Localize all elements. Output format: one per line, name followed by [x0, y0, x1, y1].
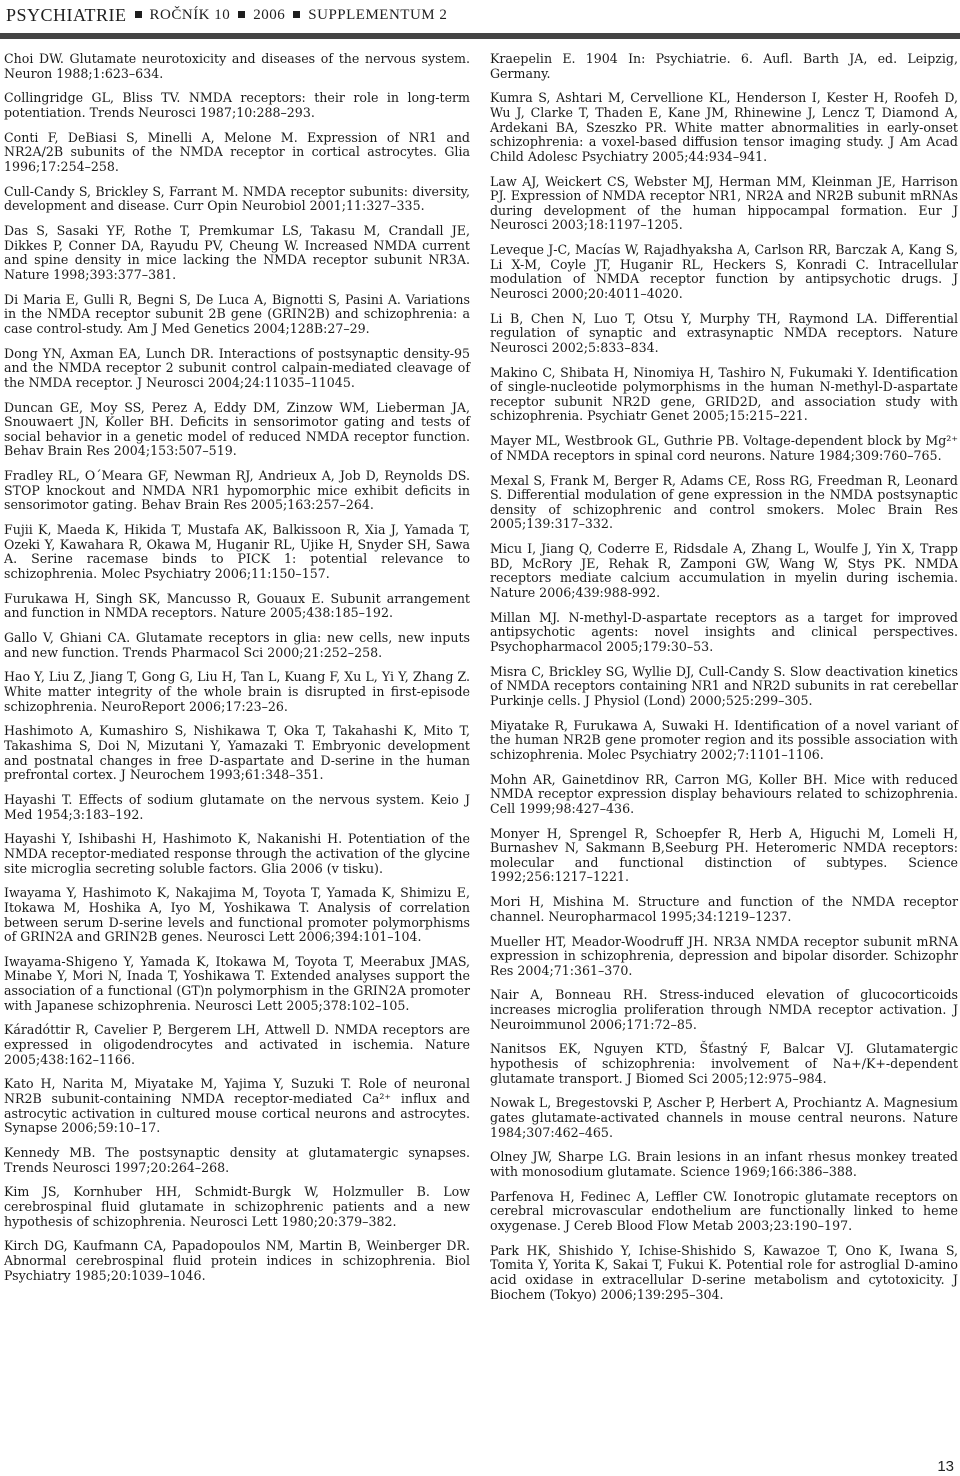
reference-entry: Kirch DG, Kaufmann CA, Papadopoulos NM, Martin B, Weinberger DR. Abnormal cerebrospinal fluid protein indices in schizophrenia. Biol Psychiatry 1985;20:1039–1046.: [4, 1238, 470, 1283]
reference-entry: Millan MJ. N-methyl-D-aspartate receptors as a target for improved antipsychotic agents: novel insights and clinical perspectives. Psychopharmacol 2005;179:30–53.: [490, 609, 958, 654]
reference-entry: Leveque J-C, Macías W, Rajadhyaksha A, Carlson RR, Barczak A, Kang S, Li X-M, Coyle JT, Huganir RL, Heckers S, Konradi C. Intracellular modulation of NMDA receptor function by antipsychotic drugs. J Neurosci 2000;20:4011–4020.: [490, 242, 958, 301]
reference-entry: Miyatake R, Furukawa A, Suwaki H. Identification of a novel variant of the human NR2B gene promoter region and its possible association with schizophrenia. Molec Psychiatry 2002;7:1101–1106.: [490, 717, 958, 762]
reference-entry: Káradóttir R, Cavelier P, Bergerem LH, Attwell D. NMDA receptors are expressed in oligodendrocytes and activated in ischemia. Nature 2005;438:162–1166.: [4, 1022, 470, 1067]
reference-entry: Park HK, Shishido Y, Ichise-Shishido S, Kawazoe T, Ono K, Iwana S, Tomita Y, Yorita K, Sakai T, Fukui K. Potential role for astroglial D-amino acid oxidase in extracellular D-serine metabolism and cytotoxicity. J Biochem (Tokyo) 2006;139:295–304.: [490, 1242, 958, 1302]
square-separator-icon: [238, 11, 245, 18]
reference-entry: Kennedy MB. The postsynaptic density at glutamatergic synapses. Trends Neurosci 1997;20:264–268.: [4, 1144, 470, 1175]
reference-entry: Nowak L, Bregestovski P, Ascher P, Herbert A, Prochiantz A. Magnesium gates glutamate-activated channels in mouse central neurons. Nature 1984;307:462–465.: [490, 1095, 958, 1140]
reference-entry: Kumra S, Ashtari M, Cervellione KL, Henderson I, Kester H, Roofeh D, Wu J, Clarke T, Thaden E, Kane JM, Rhinewine J, Lencz T, Diamond A, Ardekani BA, Szeszko PR. White matter abnormalities in early-onset schizophrenia: a voxel-based diffusion tensor imaging study. J Am Acad Child Adolesc Psychiatry 2005;44:934–941.: [490, 90, 958, 164]
reference-entry: Nanitsos EK, Nguyen KTD, Šťastný F, Balcar VJ. Glutamatergic hypothesis of schizophrenia: involvement of Na+/K+-dependent glutamate transport. J Biomed Sci 2005;12:975–984.: [490, 1041, 958, 1086]
reference-entry: Dong YN, Axman EA, Lunch DR. Interactions of postsynaptic density-95 and the NMDA receptor 2 subunit control calpain-mediated cleavage of the NMDA receptor. J Neurosci 2004;24:11035–11045.: [4, 345, 470, 390]
reference-entry: Kato H, Narita M, Miyatake M, Yajima Y, Suzuki T. Role of neuronal NR2B subunit-containing NMDA receptor-mediated Ca²⁺ influx and astrocytic activation in cultured mouse cortical neurons and astrocytes. Synapse 2006;59:10–17.: [4, 1076, 470, 1136]
reference-entry: Duncan GE, Moy SS, Perez A, Eddy DM, Zinzow WM, Lieberman JA, Snouwaert JN, Koller BH. Deficits in sensorimotor gating and tests of social behavior in a genetic model of reduced NMDA receptor function. Behav Brain Res 2004;153:507–519.: [4, 399, 470, 459]
page-number: 13: [937, 1458, 954, 1475]
running-header: [0, 0, 960, 30]
reference-entry: Nair A, Bonneau RH. Stress-induced elevation of glucocorticoids increases microglia proliferation through NMDA receptor activation. J Neuroimmunol 2006;171:72–85.: [490, 987, 958, 1032]
reference-entry: Gallo V, Ghiani CA. Glutamate receptors in glia: new cells, new inputs and new function. Trends Pharmacol Sci 2000;21:252–258.: [4, 630, 470, 660]
reference-entry: Hashimoto A, Kumashiro S, Nishikawa T, Oka T, Takahashi K, Mito T, Takashima S, Doi N, Mizutani Y, Yamazaki T. Embryonic development and postnatal changes in free D-aspartate and D-serine in the human prefrontal cortex. J Neurochem 1993;61:348–351.: [4, 723, 470, 783]
reference-entry: Micu I, Jiang Q, Coderre E, Ridsdale A, Zhang L, Woulfe J, Yin X, Trapp BD, McRory JE, Rehak R, Zamponi GW, Wang W, Stys PK. NMDA receptors mediate calcium accumulation in myelin during ischemia. Nature 2006;439:988-992.: [490, 541, 958, 600]
reference-entry: Hayashi T. Effects of sodium glutamate on the nervous system. Keio J Med 1954;3:183–192.: [4, 791, 470, 822]
reference-entry: Mueller HT, Meador-Woodruff JH. NR3A NMDA receptor subunit mRNA expression in schizophrenia, depression and bipolar disorder. Schizophr Res 2004;71:361–370.: [490, 933, 958, 978]
reference-entry: Hayashi Y, Ishibashi H, Hashimoto K, Nakanishi H. Potentiation of the NMDA receptor-mediated response through the activation of the glycine site microglia secreting soluble factors. Glia 2006 (v tisku).: [4, 831, 470, 876]
reference-entry: Mori H, Mishina M. Structure and function of the NMDA receptor channel. Neuropharmacol 1995;34:1219–1237.: [490, 894, 958, 924]
reference-entry: Iwayama-Shigeno Y, Yamada K, Itokawa M, Toyota T, Meerabux JMAS, Minabe Y, Mori N, Inada T, Yoshikawa T. Extended analyses support the association of a functional (GT)n polymorphism in the GRIN2A promoter with Japanese schizophrenia. Neurosci Lett 2005;378:102–105.: [4, 953, 470, 1013]
reference-entry: Furukawa H, Singh SK, Mancusso R, Gouaux E. Subunit arrangement and function in NMDA receptors. Nature 2005;438:185–192.: [4, 590, 470, 621]
reference-entry: Fujii K, Maeda K, Hikida T, Mustafa AK, Balkissoon R, Xia J, Yamada T, Ozeki Y, Kawahara R, Okawa M, Huganir RL, Ujike H, Snyder SH, Sawa A. Serine racemase binds to PICK 1: potential relevance to schizophrenia. Molec Psychiatry 2006;11:150–157.: [4, 522, 470, 581]
reference-entry: Cull-Candy S, Brickley S, Farrant M. NMDA receptor subunits: diversity, development and disease. Curr Opin Neurobiol 2001;11:327–335.: [4, 183, 470, 214]
reference-entry: Das S, Sasaki YF, Rothe T, Premkumar LS, Takasu M, Crandall JE, Dikkes P, Conner DA, Rayudu PV, Cheung W. Increased NMDA current and spine density in mice lacking the NMDA receptor subunit NR3A. Nature 1998;393:377–381.: [4, 223, 470, 282]
header-rule: [0, 33, 960, 39]
reference-entry: Misra C, Brickley SG, Wyllie DJ, Cull-Candy S. Slow deactivation kinetics of NMDA receptors containing NR1 and NR2D subunits in rat cerebellar Purkinje cells. J Physiol (Lond) 2000;525:299–305.: [490, 663, 958, 708]
reference-entry: Choi DW. Glutamate neurotoxicity and diseases of the nervous system. Neuron 1988;1:623–634.: [4, 51, 470, 81]
square-separator-icon: [293, 11, 300, 18]
reference-entry: Mayer ML, Westbrook GL, Guthrie PB. Voltage-dependent block by Mg²⁺ of NMDA receptors in spinal cord neurons. Nature 1984;309:760–765.: [490, 433, 958, 463]
reference-entry: Olney JW, Sharpe LG. Brain lesions in an infant rhesus monkey treated with monosodium glutamate. Science 1969;166:386–388.: [490, 1149, 958, 1179]
year-label: 2006: [253, 6, 286, 23]
reference-entry: Hao Y, Liu Z, Jiang T, Gong G, Liu H, Tan L, Kuang F, Xu L, Yi Y, Zhang Z. White matter integrity of the whole brain is disrupted in first-episode schizophrenia. NeuroReport 2006;17:23–26.: [4, 669, 470, 714]
reference-entry: Conti F, DeBiasi S, Minelli A, Melone M. Expression of NR1 and NR2A/2B subunits of the NMDA receptor in cortical astrocytes. Glia 1996;17:254–258.: [4, 129, 470, 174]
reference-entry: Li B, Chen N, Luo T, Otsu Y, Murphy TH, Raymond LA. Differential regulation of synaptic and extrasynaptic NMDA receptors. Nature Neurosci 2002;5:833–834.: [490, 310, 958, 355]
reference-entry: Iwayama Y, Hashimoto K, Nakajima M, Toyota T, Yamada K, Shimizu E, Itokawa M, Hoshika A, Iyo M, Yoshikawa T. Analysis of correlation between serum D-serine levels and functional promoter polymorphisms of GRIN2A and GRIN2B genes. Neurosci Lett 2006;394:101–104.: [4, 885, 470, 945]
reference-entry: Kraepelin E. 1904 In: Psychiatrie. 6. Aufl. Barth JA, ed. Leipzig, Germany.: [490, 51, 958, 81]
reference-entry: Law AJ, Weickert CS, Webster MJ, Herman MM, Kleinman JE, Harrison PJ. Expression of NMDA receptor NR1, NR2A and NR2B subunit mRNAs during development of the human hippocampal formation. Eur J Neurosci 2003;18:1197–1205.: [490, 173, 958, 233]
left-reference-column: [4, 52, 470, 1293]
volume-label: ROČNÍK 10: [149, 6, 231, 23]
reference-entry: Kim JS, Kornhuber HH, Schmidt-Burgk W, Holzmuller B. Low cerebrospinal fluid glutamate in schizophrenic patients and a new hypothesis of schizophrenia. Neurosci Lett 1980;20:379–382.: [4, 1184, 470, 1229]
supplement-label: SUPPLEMENTUM 2: [308, 6, 448, 23]
right-reference-column: [490, 52, 958, 1312]
reference-entry: Di Maria E, Gulli R, Begni S, De Luca A, Bignotti S, Pasini A. Variations in the NMDA receptor subunit 2B gene (GRIN2B) and schizophrenia: a case control-study. Am J Med Genetics 2004;128B:27–29.: [4, 291, 470, 336]
journal-name: PSYCHIATRIE: [6, 4, 127, 25]
reference-entry: Mohn AR, Gainetdinov RR, Carron MG, Koller BH. Mice with reduced NMDA receptor expression display behaviours related to schizophrenia. Cell 1999;98:427–436.: [490, 771, 958, 816]
reference-entry: Monyer H, Sprengel R, Schoepfer R, Herb A, Higuchi M, Lomeli H, Burnashev N, Sakmann B,Seeburg PH. Heteromeric NMDA receptors: molecular and functional distinction of subtypes. Science 1992;256:1217–1221.: [490, 825, 958, 885]
reference-entry: Parfenova H, Fedinec A, Leffler CW. Ionotropic glutamate receptors on cerebral microvascular endothelium are functionally linked to heme oxygenase. J Cereb Blood Flow Metab 2003;23:190–197.: [490, 1188, 958, 1233]
reference-entry: Makino C, Shibata H, Ninomiya H, Tashiro N, Fukumaki Y. Identification of single-nucleotide polymorphisms in the human N-methyl-D-aspartate receptor subunit NR2D gene, GRID2D, and association study with schizophrenia. Psychiatr Genet 2005;15:215–221.: [490, 364, 958, 424]
reference-entry: Collingridge GL, Bliss TV. NMDA receptors: their role in long-term potentiation. Trends Neurosci 1987;10:288–293.: [4, 90, 470, 120]
reference-entry: Fradley RL, O´Meara GF, Newman RJ, Andrieux A, Job D, Reynolds DS. STOP knockout and NMDA NR1 hypomorphic mice exhibit deficits in sensorimotor gating. Behav Brain Res 2005;163:257–264.: [4, 468, 470, 513]
reference-entry: Mexal S, Frank M, Berger R, Adams CE, Ross RG, Freedman R, Leonard S. Differential modulation of gene expression in the NMDA postsynaptic density of schizophrenic and control smokers. Molec Brain Res 2005;139:317–332.: [490, 472, 958, 532]
square-separator-icon: [135, 11, 142, 18]
